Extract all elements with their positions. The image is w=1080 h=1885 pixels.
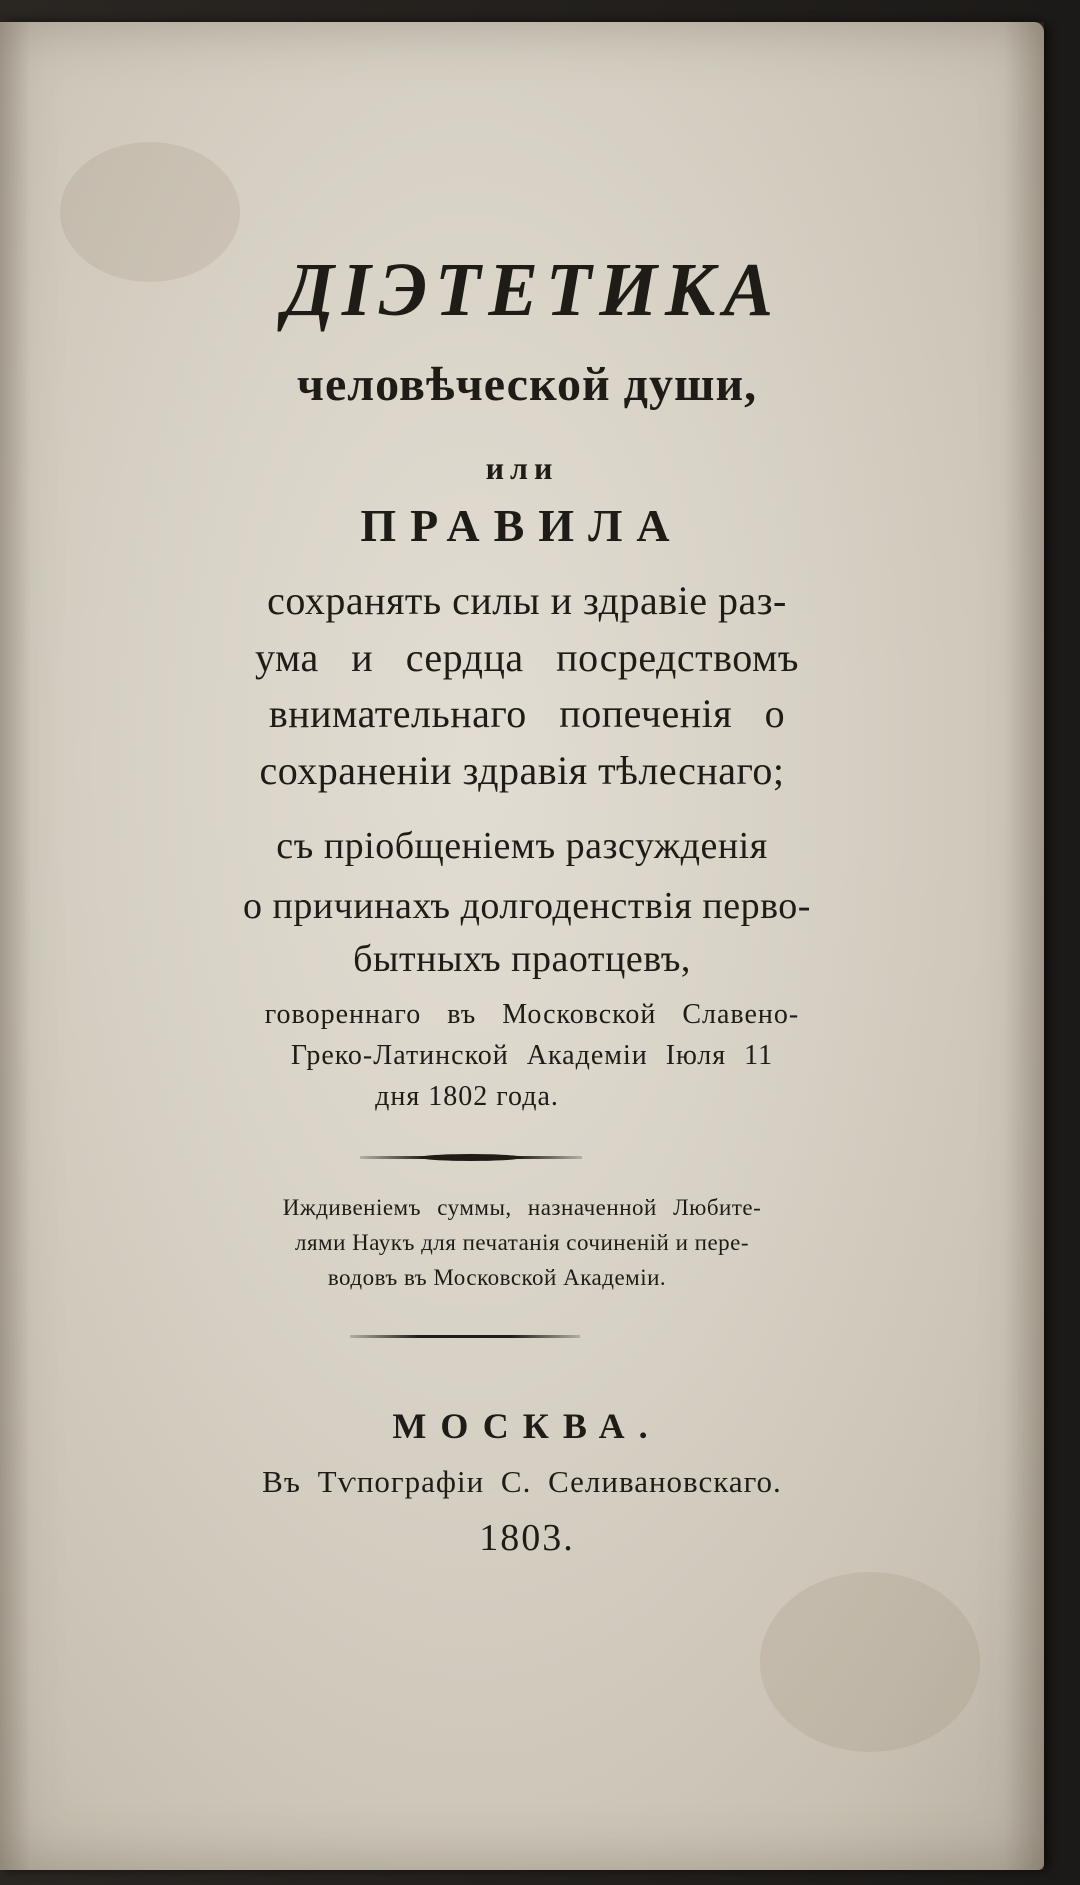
imprint-press: Въ Тѵпографіи С. Селивановскаго. <box>262 1464 782 1499</box>
continuation-line: о причинахъ долгоденствія перво- <box>243 885 811 927</box>
funding-line: водовъ въ Московской Академіи. <box>327 1265 667 1290</box>
rules-heading: ПРАВИЛА <box>360 500 684 551</box>
delivery-line: говореннаго въ Московской Славено- <box>264 999 800 1030</box>
delivery-line: дня 1802 года. <box>375 1081 559 1112</box>
body-line: ума и сердца посредствомъ <box>255 635 799 680</box>
delivery-line: Греко-Латинской Академіи Іюля 11 <box>290 1040 774 1071</box>
continuation-line: бытныхъ праотцевъ, <box>353 938 691 980</box>
book-title: ДІЭТЕТИКА <box>283 248 781 332</box>
book-title-page <box>0 22 1044 1870</box>
body-line: сохранять силы и здравіе раз- <box>267 578 787 623</box>
imprint-city: МОСКВА. <box>392 1406 662 1446</box>
body-line: сохраненіи здравія тѣлеснаго; <box>259 748 785 793</box>
funding-line: Иждивеніемъ суммы, назначенной Любите- <box>282 1195 762 1220</box>
divider-line <box>350 1335 580 1338</box>
funding-line: лями Наукъ для печатанія сочиненій и пере- <box>294 1230 750 1255</box>
continuation-line: съ пріобщеніемъ разсужденія <box>276 825 768 867</box>
paper-stain <box>760 1572 980 1752</box>
imprint-year: 1803. <box>479 1517 575 1559</box>
conjunction-text: или <box>485 450 559 486</box>
book-subtitle: человѣческой души, <box>296 358 758 411</box>
ornamental-divider <box>360 1156 582 1159</box>
body-line: внимательнаго попеченія о <box>268 691 786 736</box>
